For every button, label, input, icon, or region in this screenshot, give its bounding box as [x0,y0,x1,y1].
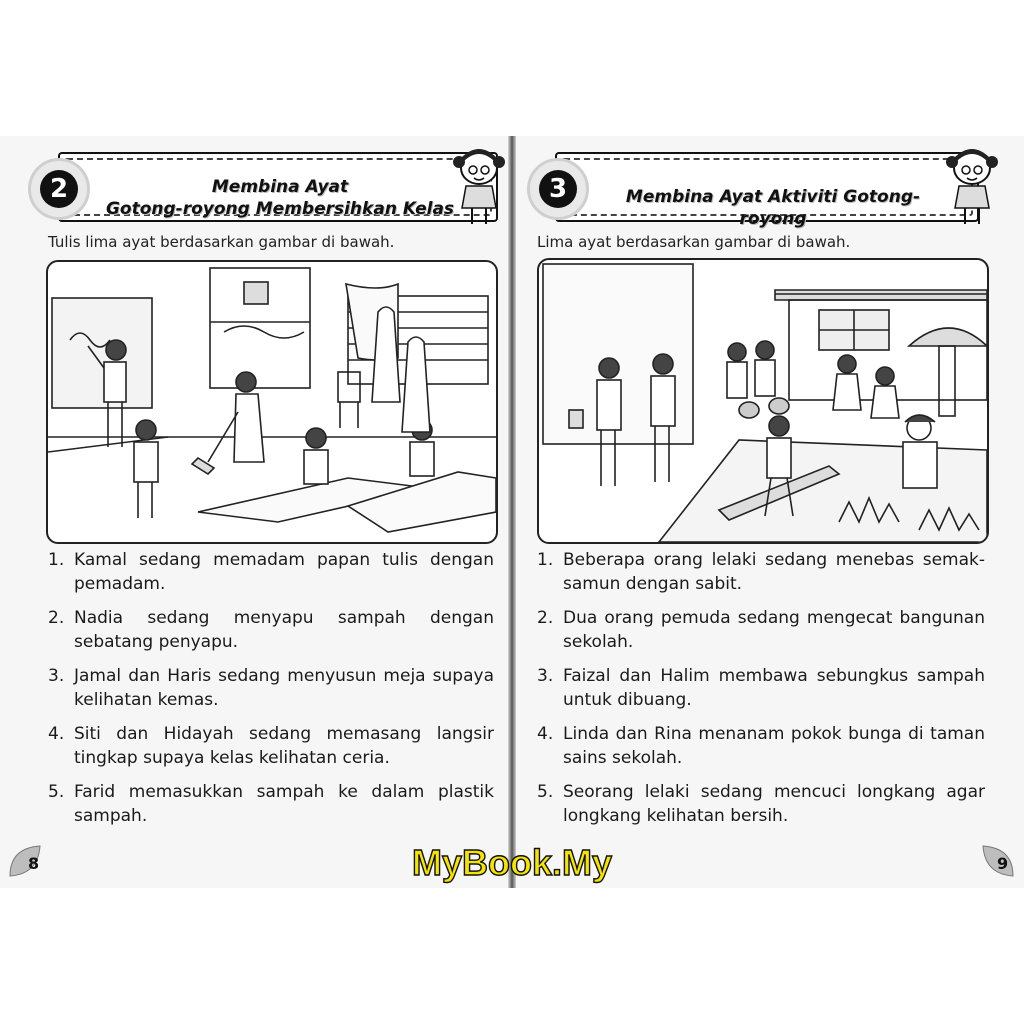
item-text: Linda dan Rina menanam pokok bunga di taman sains sekolah. [563,724,985,768]
right-sentence-list [537,548,985,838]
item-text: Kamal sedang memadam papan tulis dengan pemadam. [74,550,494,594]
watermark-text: MyBook.My [411,842,613,883]
left-page-number: 8 [28,854,40,873]
item-number: 4. [48,724,65,744]
left-sentence-list [48,548,494,838]
right-badge-number: 3 [539,170,577,208]
left-title-line1: Membina Ayat [211,177,349,197]
left-instruction: Tulis lima ayat berdasarkan gambar di bawah. [48,233,395,251]
left-badge-number: 2 [40,170,78,208]
girl-mascot-icon [452,146,506,228]
item-number: 5. [537,782,554,802]
item-number: 4. [537,724,554,744]
item-number: 3. [48,666,65,686]
item-text: Jamal dan Haris sedang menyusun meja supaya kelihatan kemas. [74,666,494,710]
list-item [537,548,985,596]
right-number-badge [527,158,589,220]
list-item [48,606,494,654]
list-item [537,664,985,712]
item-number: 1. [537,550,554,570]
left-title-line2: Gotong-royong Membersihkan Kelas [105,199,455,219]
item-number: 5. [48,782,65,802]
girl-mascot-icon [945,146,999,228]
school-yard-cleaning-icon [539,260,987,542]
item-text: Farid memasukkan sampah ke dalam plastik sampah. [74,782,494,826]
item-number: 3. [537,666,554,686]
right-page-number: 9 [997,854,1009,873]
list-item [48,722,494,770]
list-item [48,664,494,712]
item-text: Siti dan Hidayah sedang memasang langsir tingkap supaya kelas kelihatan ceria. [74,724,494,768]
left-page-title [100,176,460,220]
left-page [0,136,511,888]
item-number: 2. [48,608,65,628]
right-illustration [537,258,989,544]
right-instruction: Lima ayat berdasarkan gambar di bawah. [537,233,851,251]
item-text: Faizal dan Halim membawa sebungkus sampah untuk dibuang. [563,666,985,710]
list-item [537,722,985,770]
item-text: Dua orang pemuda sedang mengecat bangunan sekolah. [563,608,985,652]
list-item [537,780,985,828]
item-text: Beberapa orang lelaki sedang menebas semak-samun dengan sabit. [563,550,985,594]
item-number: 2. [537,608,554,628]
right-page-title: Membina Ayat Aktiviti Gotong-royong [625,187,921,229]
left-illustration [46,260,498,544]
item-text: Seorang lelaki sedang mencuci longkang agar longkang kelihatan bersih. [563,782,985,826]
book-spread [0,136,1024,888]
left-number-badge [28,158,90,220]
list-item [48,548,494,596]
right-page [515,136,1024,888]
item-number: 1. [48,550,65,570]
classroom-cleaning-icon [48,262,496,542]
list-item [48,780,494,828]
list-item [537,606,985,654]
item-text: Nadia sedang menyapu sampah dengan sebatang penyapu. [74,608,494,652]
